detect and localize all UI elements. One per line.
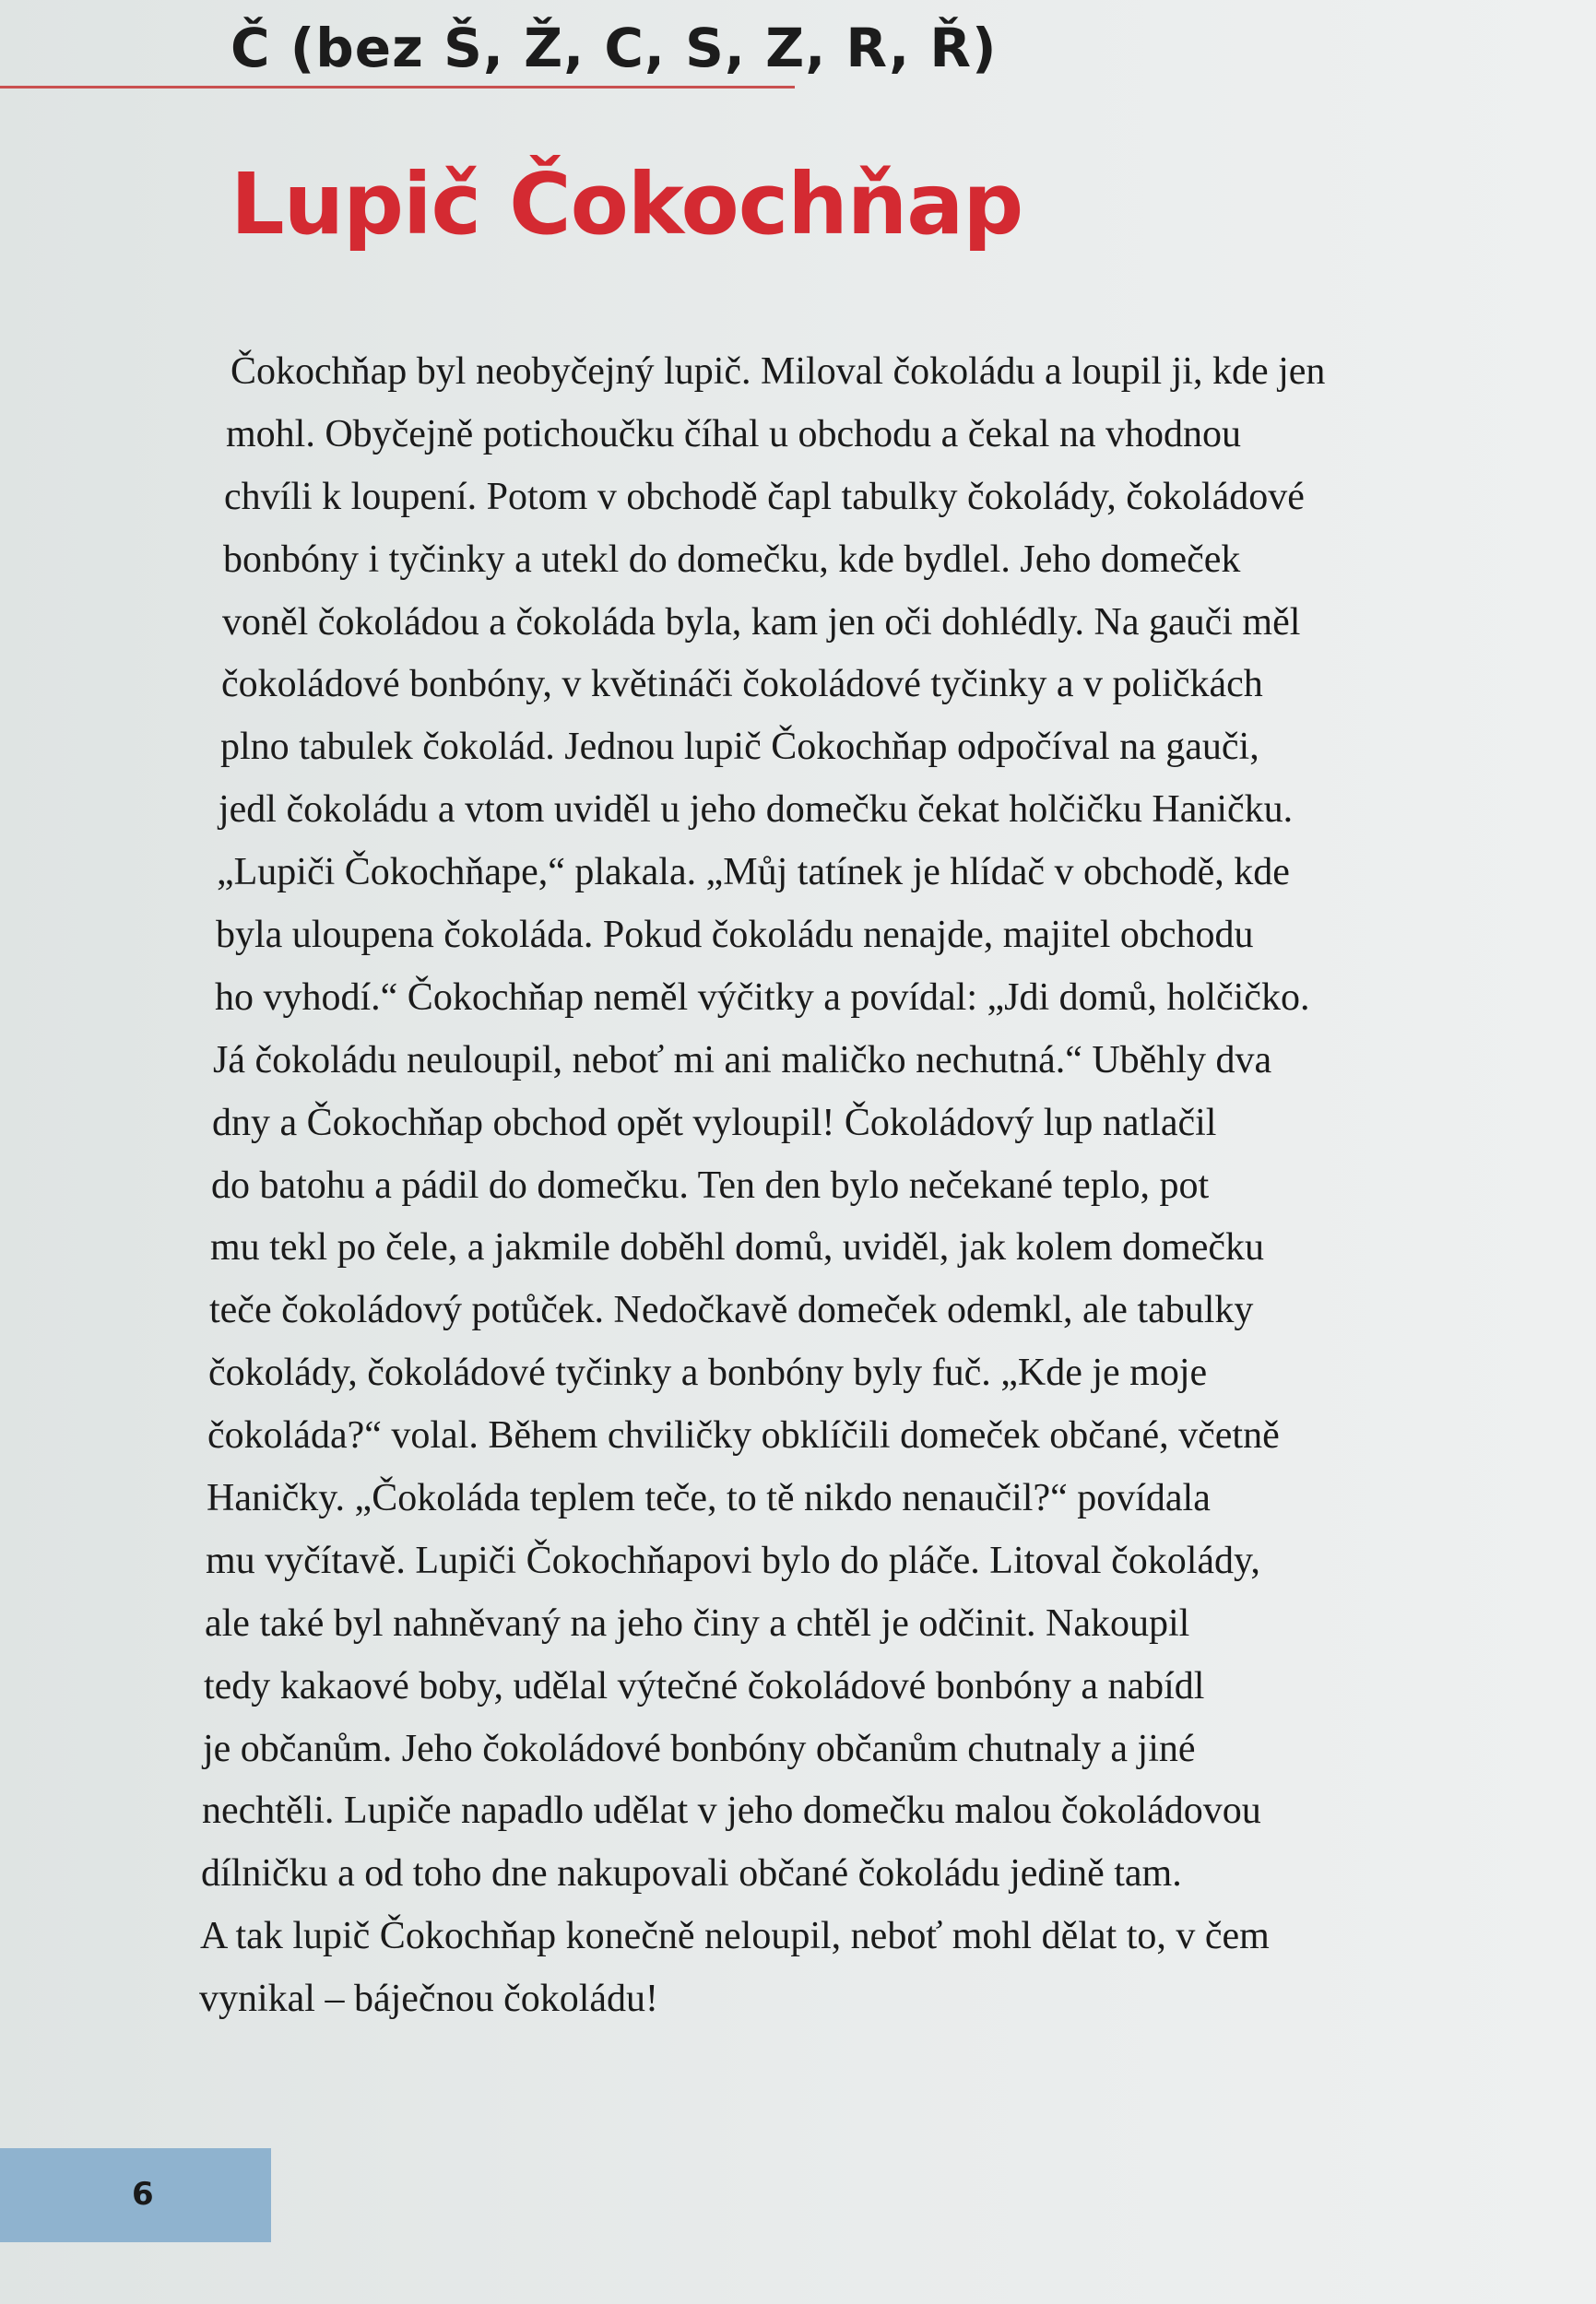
story-line: byla uloupena čokoláda. Pokud čokoládu nenajde, majitel obchodu bbox=[216, 914, 1254, 957]
story-line: ale také byl nahněvaný na jeho činy a chtěl je odčinit. Nakoupil bbox=[205, 1601, 1190, 1645]
story-line: bonbóny i tyčinky a utekl do domečku, kde bydlel. Jeho domeček bbox=[223, 538, 1241, 581]
story-line: vynikal – báječnou čokoládu! bbox=[199, 1978, 659, 2021]
story-body bbox=[198, 341, 1489, 2031]
story-line: čokolády, čokoládové tyčinky a bonbóny byly fuč. „Kde je moje bbox=[208, 1352, 1208, 1395]
story-title: Lupič Čokochňap bbox=[231, 155, 1023, 254]
story-line: ho vyhodí.“ Čokochňap neměl výčitky a povídal: „Jdi domů, holčičko. bbox=[215, 975, 1310, 1019]
story-line: dílničku a od toho dne nakupovali občané čokoládu jedině tam. bbox=[201, 1852, 1182, 1896]
story-line: Haničky. „Čokoláda teplem teče, to tě nikdo nenaučil?“ povídala bbox=[207, 1477, 1211, 1520]
story-line: teče čokoládový potůček. Nedočkavě domeček odemkl, ale tabulky bbox=[209, 1289, 1254, 1332]
story-line: nechtěli. Lupiče napadlo udělat v jeho domečku malou čokoládovou bbox=[202, 1790, 1261, 1833]
story-line: čokoládové bonbóny, v květináči čokoládové tyčinky a v poličkách bbox=[221, 663, 1263, 706]
story-line: Já čokoládu neuloupil, neboť mi ani maličko nechutná.“ Uběhly dva bbox=[213, 1038, 1272, 1081]
story-line: mu vyčítavě. Lupiči Čokochňapovi bylo do pláče. Litoval čokolády, bbox=[206, 1539, 1260, 1582]
section-header: Č (bez Š, Ž, C, S, Z, R, Ř) bbox=[231, 17, 998, 79]
story-line: mu tekl po čele, a jakmile doběhl domů, uviděl, jak kolem domečku bbox=[210, 1226, 1265, 1270]
story-line: mohl. Obyčejně potichoučku číhal u obchodu a čekal na vhodnou bbox=[226, 412, 1242, 455]
story-line: čokoláda?“ volal. Během chviličky obklíčili domeček občané, včetně bbox=[207, 1414, 1280, 1458]
story-line: do batohu a pádil do domečku. Ten den bylo nečekané teplo, pot bbox=[211, 1164, 1210, 1207]
story-line: voněl čokoládou a čokoláda byla, kam jen oči dohlédly. Na gauči měl bbox=[222, 600, 1301, 644]
story-line: A tak lupič Čokochňap konečně neloupil, neboť mohl dělat to, v čem bbox=[200, 1915, 1270, 1958]
header-divider bbox=[0, 86, 795, 89]
story-line: dny a Čokochňap obchod opět vyloupil! Čokoládový lup natlačil bbox=[212, 1101, 1217, 1144]
story-line: jedl čokoládu a vtom uviděl u jeho domečku čekat holčičku Haničku. bbox=[219, 788, 1294, 832]
story-line: plno tabulek čokolád. Jednou lupič Čokochňap odpočíval na gauči, bbox=[220, 726, 1259, 769]
story-line: Čokochňap byl neobyčejný lupič. Miloval čokoládu a loupil ji, kde jen bbox=[231, 350, 1326, 393]
story-line: je občanům. Jeho čokoládové bonbóny občanům chutnaly a jiné bbox=[203, 1727, 1196, 1770]
story-line: „Lupiči Čokochňape,“ plakala. „Můj tatínek je hlídač v obchodě, kde bbox=[217, 851, 1290, 894]
story-line: tedy kakaové boby, udělal výtečné čokoládové bonbóny a nabídl bbox=[204, 1664, 1205, 1707]
story-line: chvíli k loupení. Potom v obchodě čapl tabulky čokolády, čokoládové bbox=[224, 475, 1305, 518]
page-number: 6 bbox=[132, 2176, 154, 2213]
